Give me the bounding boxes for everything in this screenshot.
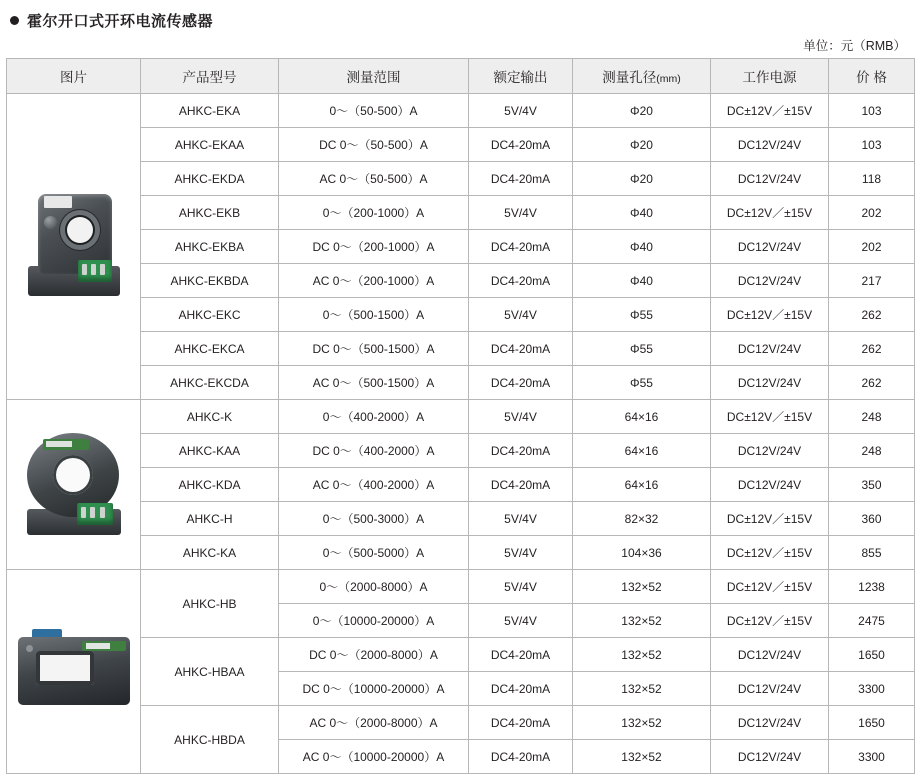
cell-power: DC12V/24V — [711, 468, 829, 502]
table-row — [7, 400, 915, 434]
cell-output: DC4-20mA — [469, 706, 573, 740]
cell-range: AC 0～（400-2000）A — [279, 468, 469, 502]
cell-power: DC±12V／±15V — [711, 298, 829, 332]
cell-power: DC12V/24V — [711, 332, 829, 366]
large-rectangular-window-hall-sensor-photo — [9, 570, 138, 773]
cell-model: AHKC-EKCA — [141, 332, 279, 366]
cell-range: 0～（2000-8000）A — [279, 570, 469, 604]
cell-range: AC 0～（2000-8000）A — [279, 706, 469, 740]
cell-model: AHKC-HB — [141, 570, 279, 638]
cell-model: AHKC-EKBDA — [141, 264, 279, 298]
cell-price: 217 — [829, 264, 915, 298]
cell-price: 1238 — [829, 570, 915, 604]
column-header-image: 图片 — [7, 59, 141, 94]
cell-model: AHKC-EKDA — [141, 162, 279, 196]
cell-hole: 132×52 — [573, 740, 711, 774]
cell-power: DC12V/24V — [711, 366, 829, 400]
cell-hole: 132×52 — [573, 604, 711, 638]
cell-output: 5V/4V — [469, 400, 573, 434]
cell-output: 5V/4V — [469, 536, 573, 570]
cell-model: AHKC-K — [141, 400, 279, 434]
cell-output: 5V/4V — [469, 298, 573, 332]
cell-price: 3300 — [829, 740, 915, 774]
cell-power: DC±12V／±15V — [711, 94, 829, 128]
cell-hole: Φ20 — [573, 162, 711, 196]
column-header-price: 价 格 — [829, 59, 915, 94]
column-header-hole-unit: (mm) — [656, 73, 681, 85]
cell-hole: Φ40 — [573, 230, 711, 264]
table-row — [7, 570, 915, 604]
cell-output: 5V/4V — [469, 502, 573, 536]
cell-range: DC 0～（10000-20000）A — [279, 672, 469, 706]
cell-price: 248 — [829, 434, 915, 468]
table-row — [7, 264, 915, 298]
cell-hole: Φ20 — [573, 94, 711, 128]
column-header-hole-label: 测量孔径 — [602, 70, 657, 85]
table-row — [7, 196, 915, 230]
column-header-model: 产品型号 — [141, 59, 279, 94]
cell-power: DC12V/24V — [711, 264, 829, 298]
cell-price: 248 — [829, 400, 915, 434]
cell-model: AHKC-KDA — [141, 468, 279, 502]
cell-price: 3300 — [829, 672, 915, 706]
cell-price: 360 — [829, 502, 915, 536]
cell-power: DC12V/24V — [711, 230, 829, 264]
cell-hole: Φ20 — [573, 128, 711, 162]
cell-range: DC 0～（50-500）A — [279, 128, 469, 162]
cell-power: DC±12V／±15V — [711, 196, 829, 230]
cell-hole: 64×16 — [573, 400, 711, 434]
cell-price: 262 — [829, 366, 915, 400]
cell-model: AHKC-EKC — [141, 298, 279, 332]
cell-range: AC 0～（50-500）A — [279, 162, 469, 196]
cell-range: 0～（500-5000）A — [279, 536, 469, 570]
cell-output: DC4-20mA — [469, 366, 573, 400]
cell-range: 0～（50-500）A — [279, 94, 469, 128]
cell-output: DC4-20mA — [469, 638, 573, 672]
cell-model: AHKC-HBAA — [141, 638, 279, 706]
cell-model: AHKC-HBDA — [141, 706, 279, 774]
cell-model: AHKC-EKAA — [141, 128, 279, 162]
cell-output: 5V/4V — [469, 196, 573, 230]
table-row — [7, 502, 915, 536]
cell-hole: 132×52 — [573, 672, 711, 706]
cell-range: DC 0～（400-2000）A — [279, 434, 469, 468]
cell-output: DC4-20mA — [469, 434, 573, 468]
cell-model: AHKC-EKB — [141, 196, 279, 230]
cell-power: DC±12V／±15V — [711, 570, 829, 604]
product-image-cell-round — [7, 400, 141, 570]
cell-hole: 132×52 — [573, 706, 711, 740]
page-title-row — [0, 0, 920, 30]
cell-price: 118 — [829, 162, 915, 196]
cell-power: DC±12V／±15V — [711, 536, 829, 570]
cell-range: AC 0～（200-1000）A — [279, 264, 469, 298]
cell-price: 2475 — [829, 604, 915, 638]
cell-range: 0～（200-1000）A — [279, 196, 469, 230]
table-body — [7, 94, 915, 774]
cell-hole: 104×36 — [573, 536, 711, 570]
cell-hole: 132×52 — [573, 638, 711, 672]
cell-hole: Φ40 — [573, 196, 711, 230]
cell-price: 855 — [829, 536, 915, 570]
page-title: 霍尔开口式开环电流传感器 — [27, 12, 214, 30]
cell-output: DC4-20mA — [469, 128, 573, 162]
cell-price: 202 — [829, 230, 915, 264]
cell-hole: Φ55 — [573, 332, 711, 366]
cell-power: DC12V/24V — [711, 128, 829, 162]
cell-power: DC12V/24V — [711, 740, 829, 774]
cell-hole: Φ55 — [573, 298, 711, 332]
column-header-range: 测量范围 — [279, 59, 469, 94]
round-split-core-hall-sensor-photo — [9, 400, 138, 569]
bullet-icon — [10, 16, 19, 25]
cell-model: AHKC-EKBA — [141, 230, 279, 264]
cell-output: DC4-20mA — [469, 264, 573, 298]
cell-price: 1650 — [829, 706, 915, 740]
cell-model: AHKC-H — [141, 502, 279, 536]
cell-hole: Φ40 — [573, 264, 711, 298]
cell-power: DC12V/24V — [711, 672, 829, 706]
cell-model: AHKC-EKA — [141, 94, 279, 128]
table-row — [7, 434, 915, 468]
cell-hole: 64×16 — [573, 434, 711, 468]
cell-model: AHKC-EKCDA — [141, 366, 279, 400]
cell-price: 1650 — [829, 638, 915, 672]
table-row — [7, 332, 915, 366]
cell-price: 103 — [829, 128, 915, 162]
cell-model: AHKC-KA — [141, 536, 279, 570]
product-price-table — [6, 58, 915, 774]
cell-price: 350 — [829, 468, 915, 502]
product-image-cell-square — [7, 94, 141, 400]
table-row — [7, 366, 915, 400]
cell-range: AC 0～（500-1500）A — [279, 366, 469, 400]
column-header-hole — [573, 59, 711, 94]
cell-range: 0～（500-1500）A — [279, 298, 469, 332]
table-row — [7, 536, 915, 570]
cell-price: 103 — [829, 94, 915, 128]
cell-output: 5V/4V — [469, 570, 573, 604]
cell-range: DC 0～（200-1000）A — [279, 230, 469, 264]
cell-power: DC12V/24V — [711, 434, 829, 468]
column-header-output: 额定输出 — [469, 59, 573, 94]
cell-price: 262 — [829, 332, 915, 366]
table-row — [7, 128, 915, 162]
cell-hole: 82×32 — [573, 502, 711, 536]
square-open-loop-hall-sensor-photo — [9, 94, 138, 399]
cell-range: 0～（500-3000）A — [279, 502, 469, 536]
cell-power: DC12V/24V — [711, 162, 829, 196]
column-header-power: 工作电源 — [711, 59, 829, 94]
cell-power: DC±12V／±15V — [711, 604, 829, 638]
cell-price: 262 — [829, 298, 915, 332]
cell-hole: Φ55 — [573, 366, 711, 400]
cell-power: DC±12V／±15V — [711, 400, 829, 434]
product-image-cell-rectangular — [7, 570, 141, 774]
table-header-row — [7, 59, 915, 94]
cell-model: AHKC-KAA — [141, 434, 279, 468]
cell-price: 202 — [829, 196, 915, 230]
cell-range: DC 0～（500-1500）A — [279, 332, 469, 366]
currency-unit-note: 单位：元（RMB） — [803, 39, 906, 53]
table-row — [7, 638, 915, 672]
table-row — [7, 468, 915, 502]
cell-hole: 132×52 — [573, 570, 711, 604]
cell-output: DC4-20mA — [469, 672, 573, 706]
cell-output: DC4-20mA — [469, 740, 573, 774]
cell-range: DC 0～（2000-8000）A — [279, 638, 469, 672]
table-row — [7, 706, 915, 740]
cell-output: 5V/4V — [469, 94, 573, 128]
table-row — [7, 298, 915, 332]
cell-range: 0～（400-2000）A — [279, 400, 469, 434]
cell-range: 0～（10000-20000）A — [279, 604, 469, 638]
table-header — [7, 59, 915, 94]
table-row — [7, 94, 915, 128]
cell-output: DC4-20mA — [469, 162, 573, 196]
cell-output: DC4-20mA — [469, 332, 573, 366]
cell-power: DC12V/24V — [711, 706, 829, 740]
cell-output: DC4-20mA — [469, 468, 573, 502]
cell-output: 5V/4V — [469, 604, 573, 638]
cell-output: DC4-20mA — [469, 230, 573, 264]
cell-power: DC12V/24V — [711, 638, 829, 672]
cell-power: DC±12V／±15V — [711, 502, 829, 536]
cell-range: AC 0～（10000-20000）A — [279, 740, 469, 774]
table-row — [7, 230, 915, 264]
cell-hole: 64×16 — [573, 468, 711, 502]
table-row — [7, 162, 915, 196]
